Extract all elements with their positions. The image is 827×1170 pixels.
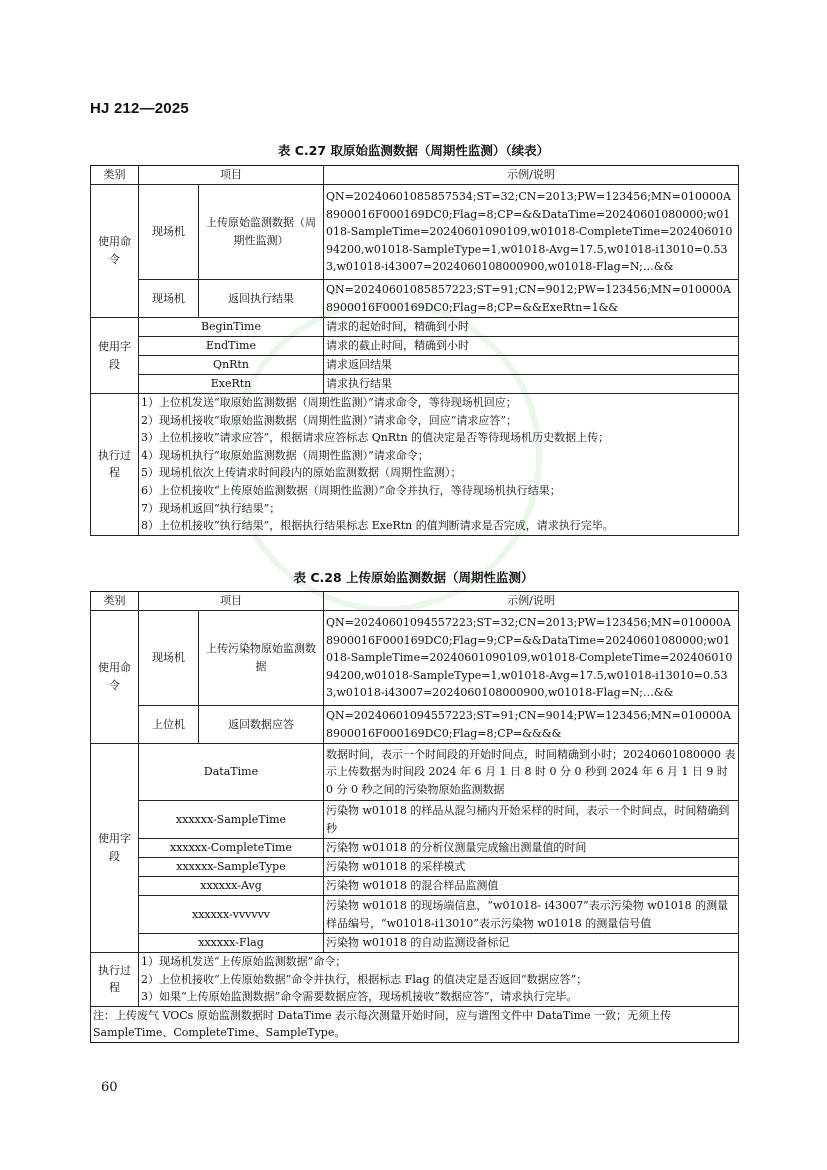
page-number: 60 (101, 1080, 118, 1095)
field-name: QnRtn (139, 356, 324, 375)
cmd-role: 现场机 (139, 280, 199, 318)
category-process: 执行过程 (91, 394, 139, 536)
field-name: DataTime (139, 744, 324, 801)
cmd-role: 上位机 (139, 706, 199, 744)
table-c27 (90, 165, 739, 536)
table-note: 注：上传废气 VOCs 原始监测数据时 DataTime 表示每次测量开始时间，应与谱图文件中 DataTime 一致；无须上传 SampleTime、CompleteTime、SampleType。 (91, 1006, 739, 1042)
field-name: xxxxxx-Avg (139, 877, 324, 896)
cmd-item: 上传原始监测数据（周期性监测） (199, 185, 324, 280)
process-step: 3）如果“上传原始监测数据”命令需要数据应答，现场机接收“数据应答”，请求执行完毕。 (141, 990, 578, 1004)
cmd-example: QN=20240601085857223;ST=91;CN=9012;PW=123456;MN=010000A8900016F000169DC0;Flag=8;CP=&&ExeRtn=1&& (324, 280, 739, 318)
table-c28-caption: 表 C.28 上传原始监测数据（周期性监测） (293, 570, 534, 585)
field-desc: 污染物 w01018 的自动监测设备标记 (324, 934, 739, 953)
category-command: 使用命令 (91, 185, 139, 318)
cmd-example: QN=20240601094557223;ST=32;CN=2013;PW=123456;MN=010000A8900016F000169DC0;Flag=9;CP=&&DataTime=20240601080000;w01018-SampleTime=20240601090109,w01018-CompleteTime=20240601094200,w01018-SampleType=1,w01018-Avg=17.5,w01018-i13010=0.533,w01018-i43007=2024060108000900,w01018-Flag=N;…&& (324, 611, 739, 706)
field-name: EndTime (139, 337, 324, 356)
category-fields: 使用字段 (91, 744, 139, 953)
field-desc: 请求返回结果 (324, 356, 739, 375)
process-step: 4）现场机执行“取原始监测数据（周期性监测）”请求命令； (141, 448, 429, 462)
process-steps (139, 394, 739, 536)
cmd-item: 返回执行结果 (199, 280, 324, 318)
process-step: 7）现场机返回“执行结果”； (141, 501, 281, 515)
process-steps (139, 953, 739, 1007)
field-desc: 污染物 w01018 的样品从混匀桶内开始采样的时间，表示一个时间点，时间精确到秒 (324, 801, 739, 839)
process-step: 5）现场机依次上传请求时间段内的原始监测数据（周期性监测）； (141, 466, 462, 480)
field-name: xxxxxx-SampleType (139, 858, 324, 877)
cmd-role: 现场机 (139, 611, 199, 706)
category-command: 使用命令 (91, 611, 139, 744)
field-desc: 污染物 w01018 的分析仪测量完成输出测量值的时间 (324, 839, 739, 858)
field-name: ExeRtn (139, 375, 324, 394)
field-desc: 请求执行结果 (324, 375, 739, 394)
category-fields: 使用字段 (91, 318, 139, 394)
col-header-item: 项目 (139, 592, 324, 611)
process-step: 6）上位机接收“上传原始监测数据（周期性监测）”命令并执行，等待现场机执行结果； (141, 483, 561, 497)
process-step: 2）上位机接收“上传原始数据”命令并执行，根据标志 Flag 的值决定是否返回“数据应答”； (141, 972, 588, 986)
col-header-category: 类别 (91, 592, 139, 611)
field-desc: 污染物 w01018 的采样模式 (324, 858, 739, 877)
field-name: xxxxxx-CompleteTime (139, 839, 324, 858)
table-c27-caption: 表 C.27 取原始监测数据（周期性监测）（续表） (277, 143, 550, 158)
field-name: xxxxxx-vvvvvv (139, 896, 324, 934)
cmd-item: 返回数据应答 (199, 706, 324, 744)
cmd-example: QN=20240601094557223;ST=91;CN=9014;PW=123456;MN=010000A8900016F000169DC0;Flag=8;CP=&&&& (324, 706, 739, 744)
cmd-role: 现场机 (139, 185, 199, 280)
process-step: 8）上位机接收“执行结果”，根据执行结果标志 ExeRtn 的值判断请求是否完成，请求执行完毕。 (141, 519, 614, 533)
col-header-category: 类别 (91, 166, 139, 185)
process-step: 3）上位机接收“请求应答”，根据请求应答标志 QnRtn 的值决定是否等待现场机历史数据上传； (141, 431, 610, 445)
field-desc: 污染物 w01018 的现场端信息，“w01018- i43007”表示污染物 w01018 的测量样品编号，“w01018-i13010”表示污染物 w01018 的测量信号值 (324, 896, 739, 934)
field-name: BeginTime (139, 318, 324, 337)
field-name: xxxxxx-Flag (139, 934, 324, 953)
field-name: xxxxxx-SampleTime (139, 801, 324, 839)
field-desc: 请求的起始时间，精确到小时 (324, 318, 739, 337)
field-desc: 数据时间，表示一个时间段的开始时间点，时间精确到小时；20240601080000 表示上传数据为时间段 2024 年 6 月 1 日 8 时 0 分 0 秒到 2024 年 6 月 1 日 9 时 0 分 0 秒之间的污染物原始监测数据 (324, 744, 739, 801)
col-header-item: 项目 (139, 166, 324, 185)
cmd-example: QN=20240601085857534;ST=32;CN=2013;PW=123456;MN=010000A8900016F000169DC0;Flag=8;CP=&&DataTime=20240601080000;w01018-SampleTime=20240601090109,w01018-CompleteTime=20240601094200,w01018-SampleType=1,w01018-Avg=17.5,w01018-i13010=0.533,w01018-i43007=2024060108000900,w01018-Flag=N;…&& (324, 185, 739, 280)
document-header: HJ 212—2025 (90, 100, 189, 117)
col-header-desc: 示例/说明 (324, 592, 739, 611)
cmd-item: 上传污染物原始监测数据 (199, 611, 324, 706)
category-process: 执行过程 (91, 953, 139, 1007)
process-step: 2）现场机接收“取原始监测数据（周期性监测）”请求命令，回应“请求应答”； (141, 413, 517, 427)
field-desc: 请求的截止时间，精确到小时 (324, 337, 739, 356)
process-step: 1）上位机发送“取原始监测数据（周期性监测）”请求命令，等待现场机回应； (141, 396, 517, 409)
col-header-desc: 示例/说明 (324, 166, 739, 185)
table-c28 (90, 591, 739, 1043)
process-step: 1）现场机发送“上传原始监测数据”命令； (141, 955, 347, 968)
field-desc: 污染物 w01018 的混合样品监测值 (324, 877, 739, 896)
